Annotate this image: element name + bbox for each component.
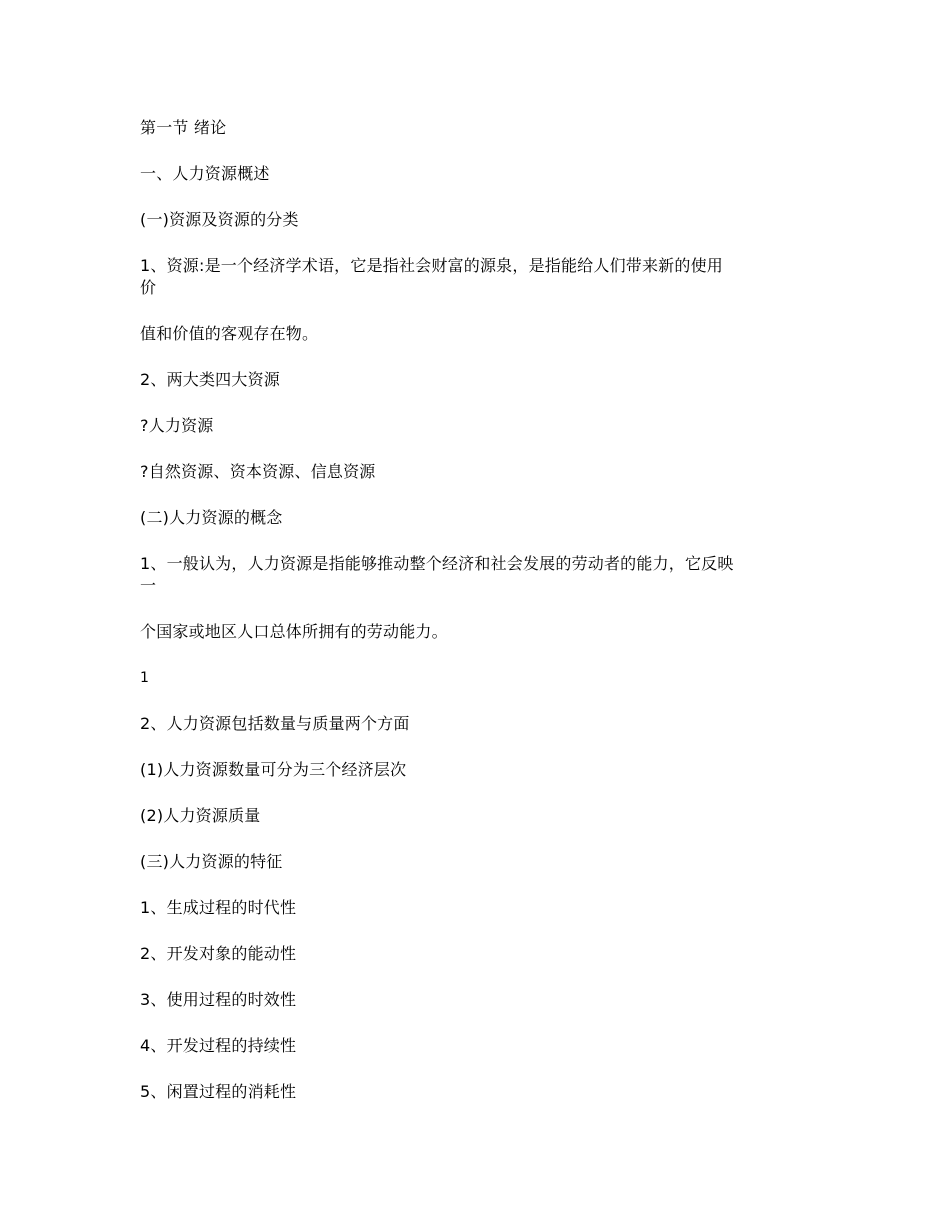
list-item: (1)人力资源数量可分为三个经济层次 [140, 760, 407, 779]
section-title: 第一节 绪论 [140, 118, 227, 137]
paragraph-line-wrap: 价 [140, 278, 157, 297]
page-number: 1 [140, 670, 150, 686]
heading-level-1: 一、人力资源概述 [140, 164, 270, 183]
paragraph-line: 1、资源:是一个经济学术语，它是指社会财富的源泉，是指能给人们带来新的使用 [140, 256, 723, 275]
list-item: (2)人力资源质量 [140, 806, 261, 825]
list-item: 4、开发过程的持续性 [140, 1036, 297, 1055]
list-item: 5、闲置过程的消耗性 [140, 1082, 297, 1101]
list-item: ?人力资源 [140, 416, 214, 435]
paragraph-line: 2、人力资源包括数量与质量两个方面 [140, 714, 410, 733]
paragraph-line: 个国家或地区人口总体所拥有的劳动能力。 [140, 622, 448, 641]
heading-level-2: (一)资源及资源的分类 [140, 210, 299, 229]
list-item: 2、开发对象的能动性 [140, 944, 297, 963]
list-heading: 2、两大类四大资源 [140, 370, 280, 389]
list-item: 1、生成过程的时代性 [140, 898, 297, 917]
heading-level-2: (三)人力资源的特征 [140, 852, 283, 871]
paragraph-line-wrap: 一 [140, 576, 157, 595]
heading-level-2: (二)人力资源的概念 [140, 508, 283, 527]
document-body [140, 117, 810, 1127]
paragraph-line: 值和价值的客观存在物。 [140, 324, 319, 343]
list-item: 3、使用过程的时效性 [140, 990, 297, 1009]
paragraph-line: 1、一般认为，人力资源是指能够推动整个经济和社会发展的劳动者的能力，它反映 [140, 554, 734, 573]
list-item: ?自然资源、资本资源、信息资源 [140, 462, 376, 481]
